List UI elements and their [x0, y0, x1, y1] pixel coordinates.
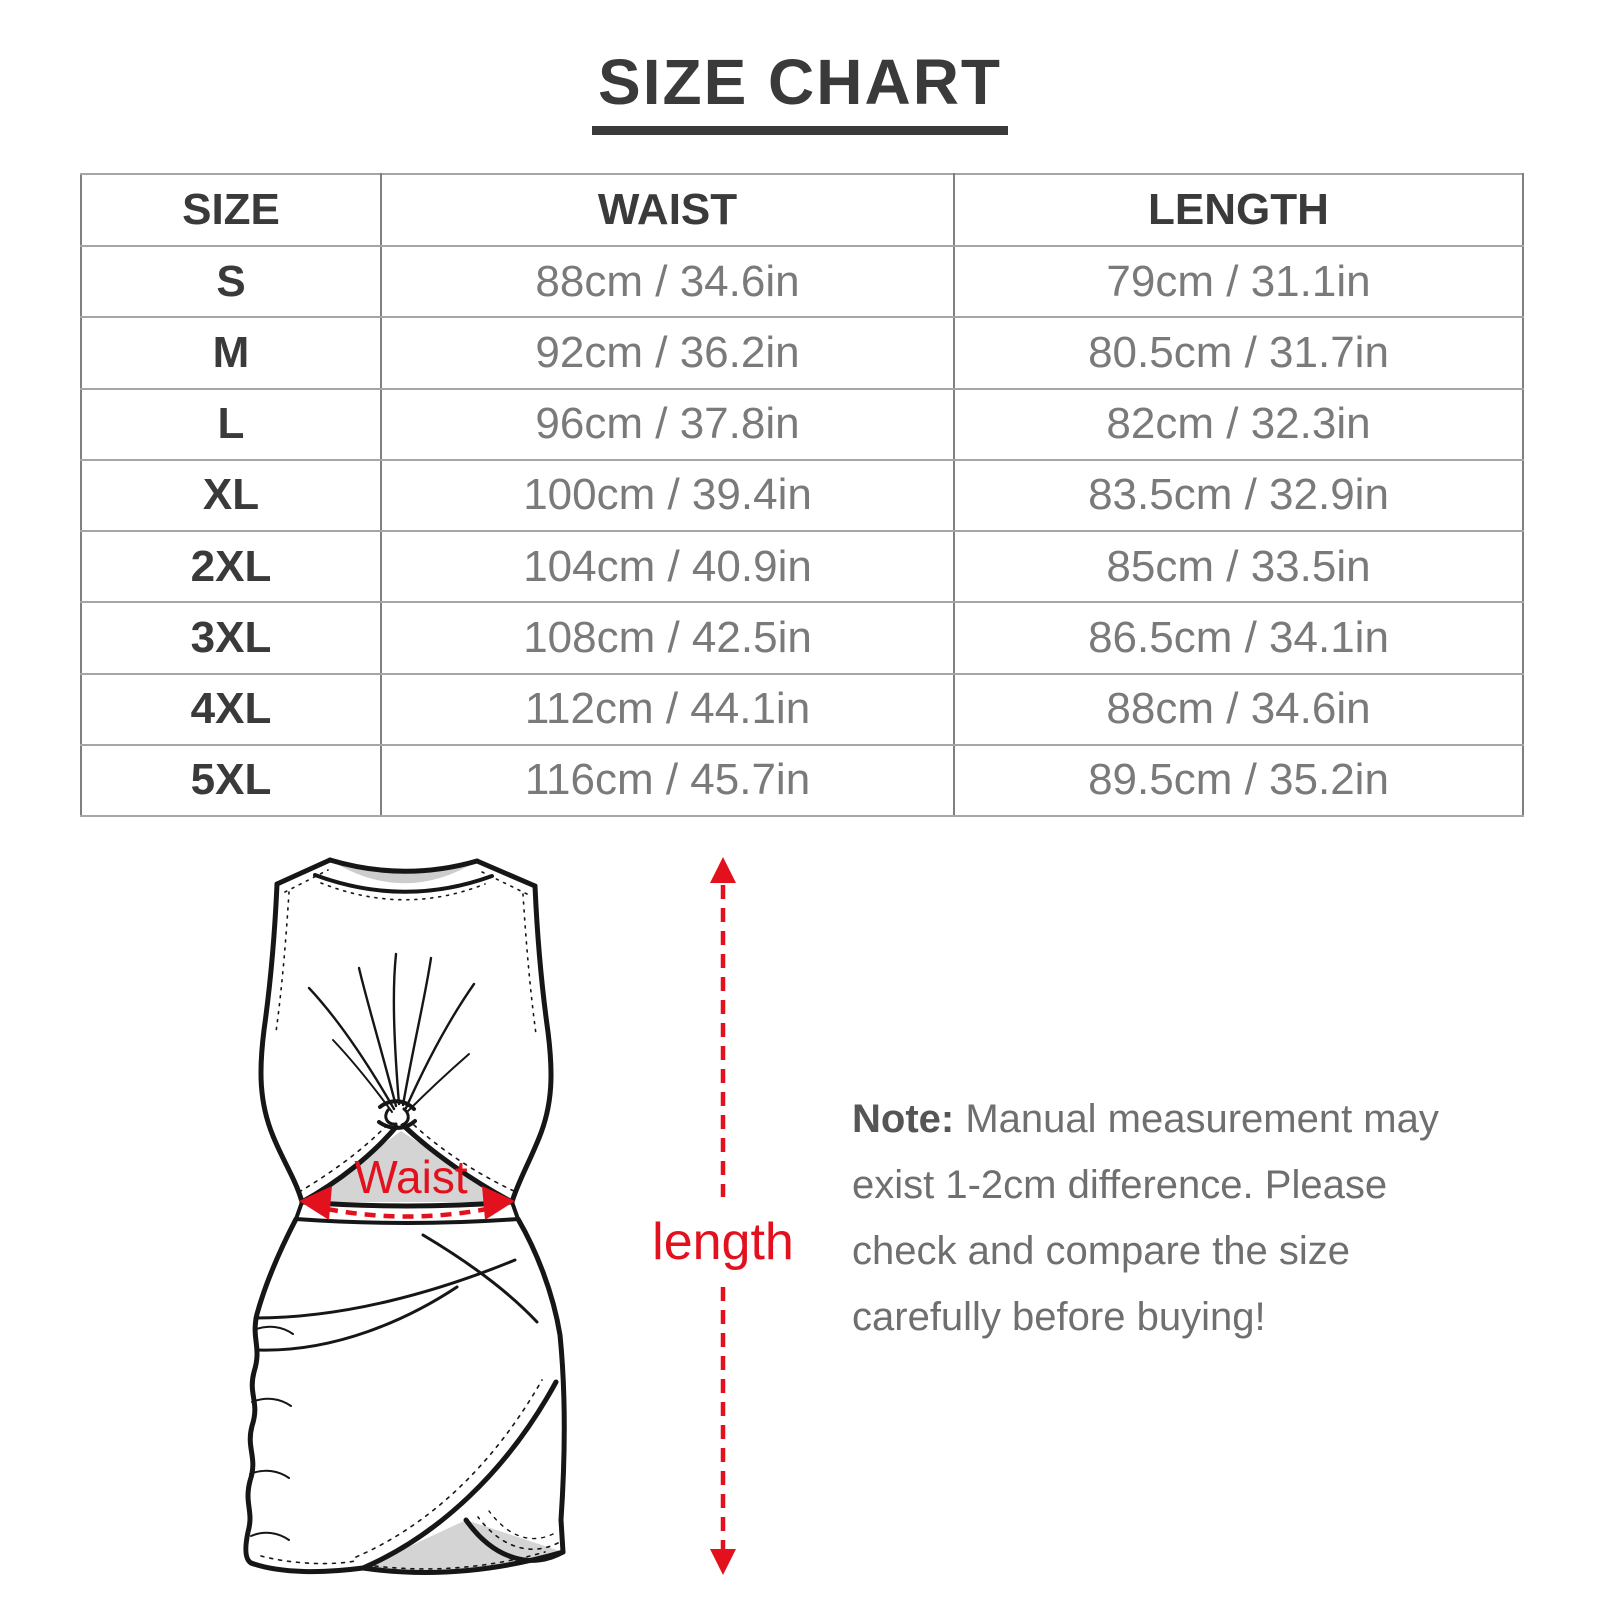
arrow-down-icon — [710, 1549, 736, 1575]
length-label: length — [652, 1213, 794, 1271]
table-row — [81, 745, 1523, 816]
column-header-length: LENGTH — [954, 174, 1523, 246]
table-row — [81, 602, 1523, 673]
table-row — [81, 674, 1523, 745]
column-header-size: SIZE — [81, 174, 381, 246]
table-row — [81, 389, 1523, 460]
size-cell: L — [81, 389, 381, 460]
table-row — [81, 317, 1523, 388]
header-row — [81, 174, 1523, 246]
table-row — [81, 460, 1523, 531]
size-cell: M — [81, 317, 381, 388]
length-cell: 83.5cm / 32.9in — [954, 460, 1523, 531]
note-body: Manual measurement may exist 1-2cm difference. Please check and compare the size carefully before buying! — [852, 1097, 1439, 1339]
page-title: SIZE CHART — [592, 50, 1008, 135]
dress-skirt — [246, 1219, 564, 1572]
length-cell: 80.5cm / 31.7in — [954, 317, 1523, 388]
waist-cell: 92cm / 36.2in — [381, 317, 954, 388]
size-cell: XL — [81, 460, 381, 531]
waist-cell: 100cm / 39.4in — [381, 460, 954, 531]
waist-cell: 88cm / 34.6in — [381, 246, 954, 317]
waist-cell: 96cm / 37.8in — [381, 389, 954, 460]
size-table — [80, 173, 1524, 817]
length-cell: 79cm / 31.1in — [954, 246, 1523, 317]
table-row — [81, 531, 1523, 602]
waist-label: Waist — [354, 1151, 468, 1203]
length-cell: 89.5cm / 35.2in — [954, 745, 1523, 816]
size-cell: 5XL — [81, 745, 381, 816]
title-block — [0, 46, 1600, 135]
size-cell: 4XL — [81, 674, 381, 745]
size-cell: S — [81, 246, 381, 317]
size-cell: 2XL — [81, 531, 381, 602]
waist-cell: 112cm / 44.1in — [381, 674, 954, 745]
note-text — [852, 1086, 1452, 1350]
waist-cell: 104cm / 40.9in — [381, 531, 954, 602]
arrow-up-icon — [710, 857, 736, 883]
dress-illustration — [185, 830, 665, 1595]
table-row — [81, 246, 1523, 317]
note-label: Note: — [852, 1097, 955, 1141]
size-cell: 3XL — [81, 602, 381, 673]
length-cell: 88cm / 34.6in — [954, 674, 1523, 745]
length-cell: 82cm / 32.3in — [954, 389, 1523, 460]
waist-cell: 108cm / 42.5in — [381, 602, 954, 673]
length-cell: 86.5cm / 34.1in — [954, 602, 1523, 673]
column-header-waist: WAIST — [381, 174, 954, 246]
waist-cell: 116cm / 45.7in — [381, 745, 954, 816]
length-cell: 85cm / 33.5in — [954, 531, 1523, 602]
